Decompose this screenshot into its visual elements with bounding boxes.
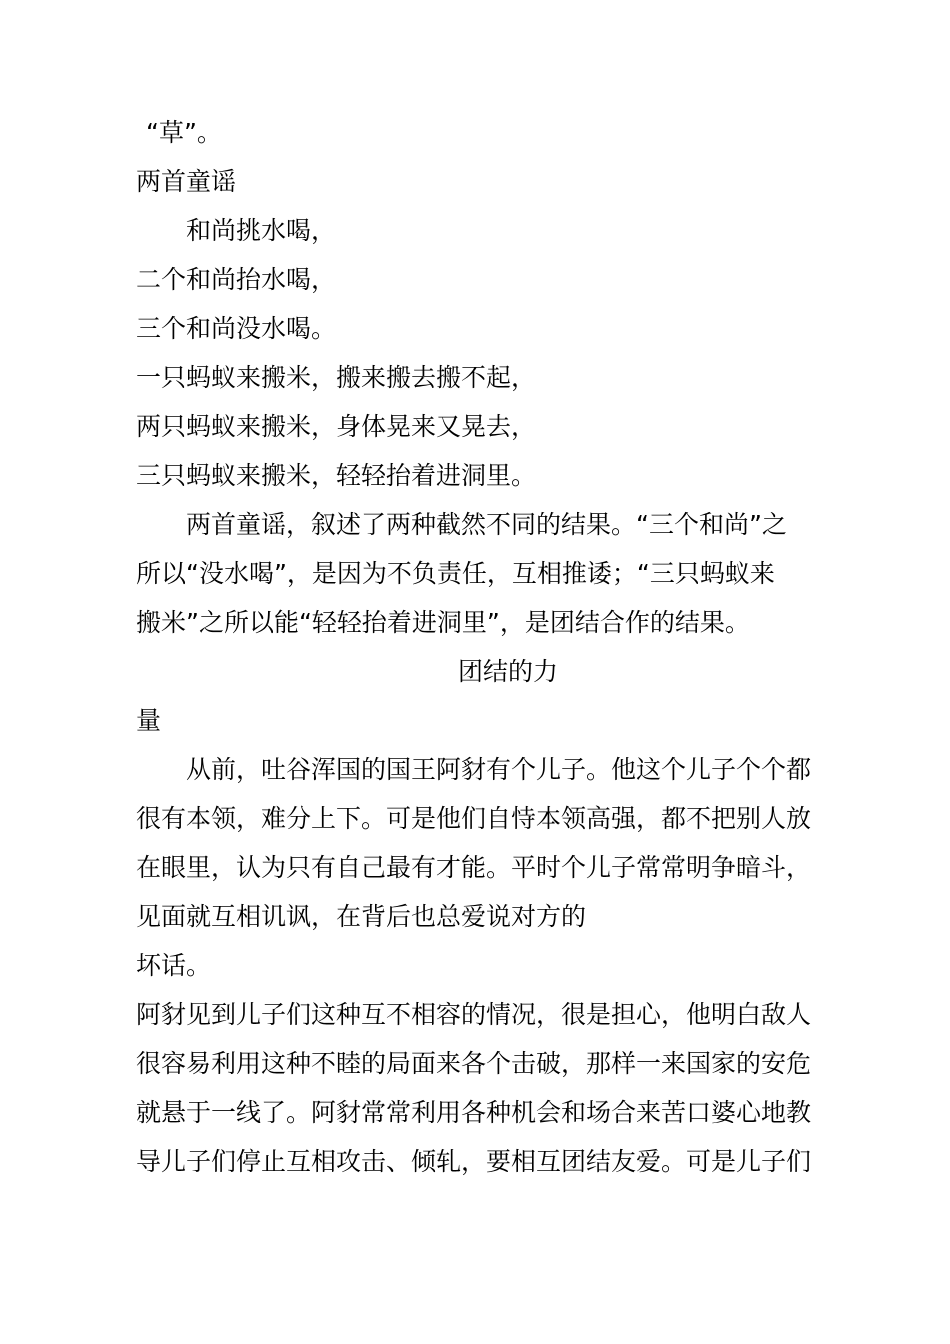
rhyme-line: 二个和尚抬水喝， <box>136 265 337 294</box>
paragraph-line: 阿豺见到儿子们这种互不相容的情况，很是担心，他明白敌人 <box>136 1000 812 1029</box>
story-title: 团结的力 <box>458 657 559 686</box>
paragraph-line: 在眼里，认为只有自己最有才能。平时个儿子常常明争暗斗， <box>136 853 812 882</box>
paragraph-line: 很容易利用这种不睦的局面来各个击破，那样一来国家的安危 <box>136 1049 812 1078</box>
rhyme-line: 两只蚂蚁来搬米，身体晃来又晃去， <box>136 412 537 441</box>
paragraph-line: 搬米”之所以能“轻轻抬着进洞里”，是团结合作的结果。 <box>136 608 750 637</box>
paragraph-line: 就悬于一线了。阿豺常常利用各种机会和场合来苦口婆心地教 <box>136 1098 812 1127</box>
story-title-continued: 量 <box>136 706 162 735</box>
rhyme-line: 三只蚂蚁来搬米，轻轻抬着进洞里。 <box>136 461 537 490</box>
paragraph-line: 导儿子们停止互相攻击、倾轧，要相互团结友爱。可是儿子们 <box>136 1147 812 1176</box>
paragraph-line: 从前，吐谷浑国的国王阿豺有个儿子。他这个儿子个个都 <box>186 755 812 784</box>
rhyme-line: 和尚挑水喝， <box>186 216 337 245</box>
text-line: “草”。 <box>146 118 222 147</box>
paragraph-line: 很有本领，难分上下。可是他们自恃本领高强，都不把别人放 <box>136 804 812 833</box>
section-title: 两首童谣 <box>136 167 237 196</box>
paragraph-line: 所以“没水喝”，是因为不负责任，互相推诿；“三只蚂蚁来 <box>136 559 775 588</box>
paragraph-line: 坏话。 <box>136 951 212 980</box>
paragraph-line: 见面就互相讥讽，在背后也总爱说对方的 <box>136 902 587 931</box>
rhyme-line: 三个和尚没水喝。 <box>136 314 337 343</box>
rhyme-line: 一只蚂蚁来搬米，搬来搬去搬不起， <box>136 363 537 392</box>
paragraph-line: 两首童谣，叙述了两种截然不同的结果。“三个和尚”之 <box>186 510 787 539</box>
